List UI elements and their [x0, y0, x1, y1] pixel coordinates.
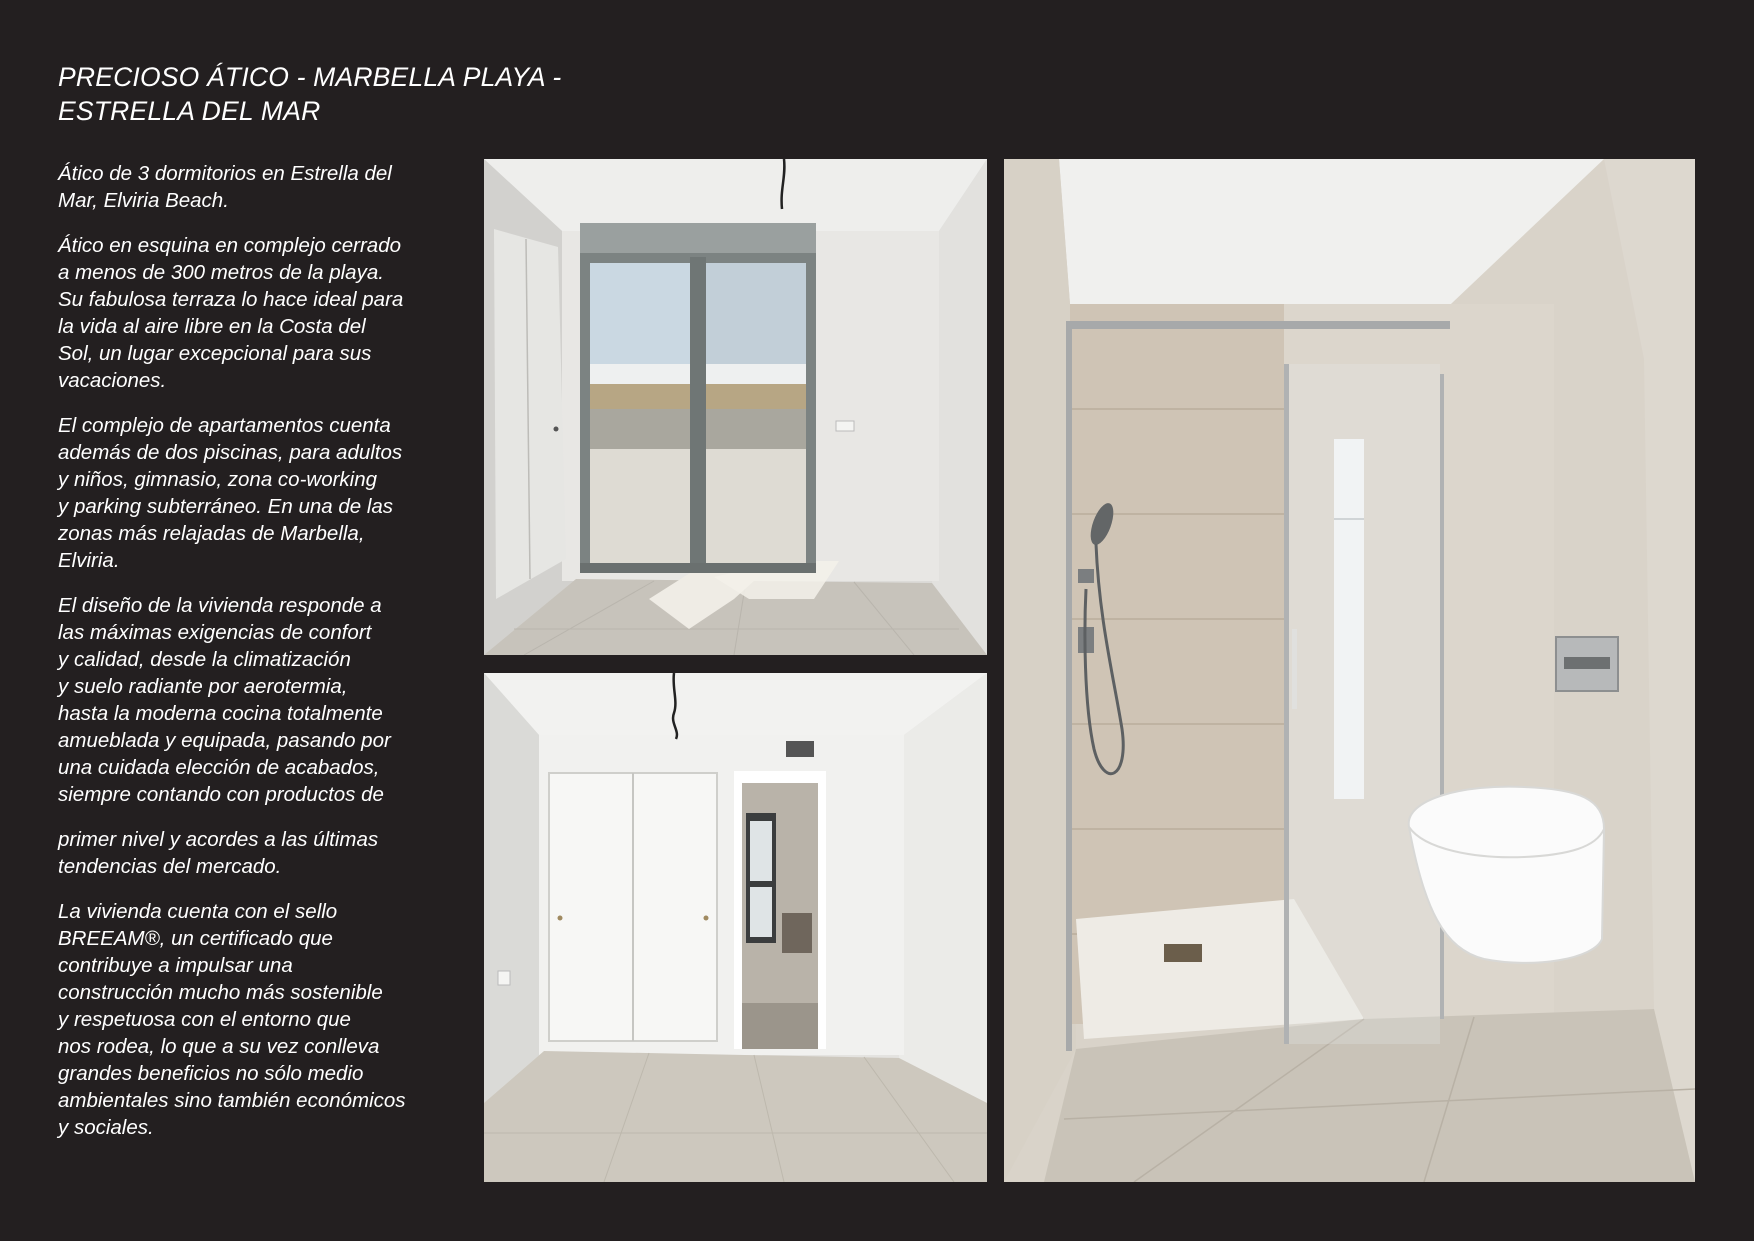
paragraph-2	[58, 232, 478, 394]
bathroom-illustration	[1004, 159, 1695, 1182]
text-line: tendencias del mercado.	[58, 855, 282, 878]
text-line: zonas más relajadas de Marbella,	[58, 522, 365, 545]
text-line: hasta la moderna cocina totalmente	[58, 702, 383, 725]
text-line: siempre contando con productos de	[58, 783, 384, 806]
text-line: BREEAM®, un certificado que	[58, 927, 333, 950]
photo-bedroom-window	[484, 159, 987, 655]
text-line: contribuye a impulsar una	[58, 954, 293, 977]
text-line: y suelo radiante por aerotermia,	[58, 675, 348, 698]
text-line: Sol, un lugar excepcional para sus	[58, 342, 372, 365]
photo-bedroom-wardrobe	[484, 673, 987, 1182]
text-line: una cuidada elección de acabados,	[58, 756, 380, 779]
paragraph-3	[58, 412, 478, 574]
text-line: La vivienda cuenta con el sello	[58, 900, 338, 923]
text-line: primer nivel y acordes a las últimas	[58, 828, 379, 851]
text-line: las máximas exigencias de confort	[58, 621, 372, 644]
paragraph-6	[58, 898, 478, 1141]
title-line-1: PRECIOSO ÁTICO - MARBELLA PLAYA -	[58, 62, 562, 92]
text-line: nos rodea, lo que a su vez conlleva	[58, 1035, 380, 1058]
text-line: El diseño de la vivienda responde a	[58, 594, 382, 617]
text-line: vacaciones.	[58, 369, 167, 392]
text-line: además de dos piscinas, para adultos	[58, 441, 403, 464]
text-line: y respetuosa con el entorno que	[58, 1008, 351, 1031]
description-text	[58, 160, 478, 1159]
text-line: Ático en esquina en complejo cerrado	[58, 234, 402, 257]
photo-bathroom	[1004, 159, 1695, 1182]
bedroom-wardrobe-illustration	[484, 673, 987, 1182]
title-line-2: ESTRELLA DEL MAR	[58, 96, 321, 126]
text-line: ambientales sino también económicos	[58, 1089, 406, 1112]
text-line: grandes beneficios no sólo medio	[58, 1062, 364, 1085]
text-line: Mar, Elviria Beach.	[58, 189, 229, 212]
text-line: construcción mucho más sostenible	[58, 981, 383, 1004]
text-line: El complejo de apartamentos cuenta	[58, 414, 391, 437]
paragraph-5	[58, 826, 478, 880]
text-line: y sociales.	[58, 1116, 154, 1139]
text-line: Elviria.	[58, 549, 120, 572]
text-line: y calidad, desde la climatización	[58, 648, 351, 671]
text-line: y niños, gimnasio, zona co-working	[58, 468, 378, 491]
bedroom-window-illustration	[484, 159, 987, 655]
paragraph-1	[58, 160, 478, 214]
text-line: a menos de 300 metros de la playa.	[58, 261, 384, 284]
text-line: y parking subterráneo. En una de las	[58, 495, 394, 518]
text-line: Ático de 3 dormitorios en Estrella del	[58, 162, 392, 185]
text-line: amueblada y equipada, pasando por	[58, 729, 391, 752]
page-title	[58, 60, 618, 128]
paragraph-4	[58, 592, 478, 808]
text-line: la vida al aire libre en la Costa del	[58, 315, 366, 338]
text-line: Su fabulosa terraza lo hace ideal para	[58, 288, 404, 311]
